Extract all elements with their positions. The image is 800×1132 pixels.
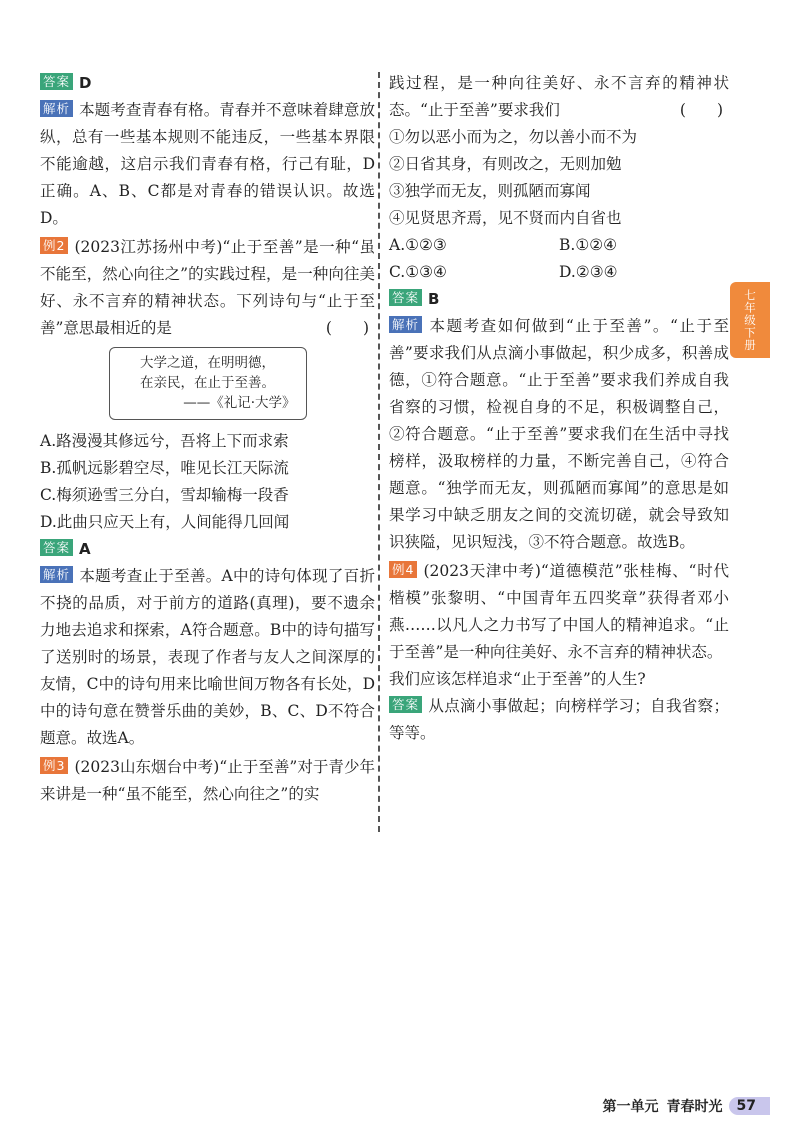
quote-source: ——《礼记·大学》 bbox=[183, 395, 296, 411]
example-2-question: (2023江苏扬州中考)“止于至善”是一种“虽不能至，然心向往之”的实践过程，是一种向往美好、永不言弃的精神状态。下列诗句与“止于至善”意思最相近的是 bbox=[40, 238, 375, 337]
analysis-tag: 解析 bbox=[389, 316, 422, 333]
analysis-tag: 解析 bbox=[40, 566, 73, 583]
option-a: A.路漫漫其修远兮，吾将上下而求索 bbox=[40, 432, 289, 450]
analysis-text: 本题考查止于至善。A中的诗句体现了百折不挠的品质，对于前方的道路(真理)，要不遗余力地去追求和探索，A符合题意。B中的诗句描写了送别时的场景，表现了作者与友人之间深厚的友情，C中的诗句用来比喻世间万物各有长处，D中的诗句意在赞誉乐曲的美妙，B、C、D不符合题意。故选A。 bbox=[40, 567, 375, 747]
statement-3: ③独学而无友，则孤陋而寡闻 bbox=[389, 182, 591, 200]
answer-value: D bbox=[79, 74, 92, 92]
analysis-block-3 bbox=[389, 313, 729, 556]
answer-tag: 答案 bbox=[40, 73, 73, 90]
option-a: A.①②③ bbox=[389, 236, 447, 254]
statement-2: ②日省其身，有则改之，无则加勉 bbox=[389, 155, 622, 173]
example-tag: 例4 bbox=[389, 561, 417, 578]
example-tag: 例3 bbox=[40, 757, 68, 774]
example-tag: 例2 bbox=[40, 237, 68, 254]
answer-text: 从点滴小事做起；向榜样学习；自我省察；等等。 bbox=[389, 697, 729, 742]
analysis-text: 本题考查如何做到“止于至善”。“止于至善”要求我们从点滴小事做起，积少成多，积善成德，①符合题意。“止于至善”要求我们养成自我省察的习惯，检视自身的不足，积极调整自己，②符合题意。“止于至善”要求我们在生活中寻找榜样，汲取榜样的力量，不断完善自己，④符合题意。“独学而无友，则孤陋而寡闻”的意思是如果学习中缺乏朋友之间的交流切磋，就会导致知识狭隘，见识短浅，③不符合题意。故选B。 bbox=[389, 317, 729, 551]
option-b: B.孤帆远影碧空尽，唯见长江天际流 bbox=[40, 459, 289, 477]
statement-1: ①勿以恶小而为之，勿以善小而不为 bbox=[389, 128, 638, 146]
page-number: 57 bbox=[729, 1097, 770, 1115]
example-4-material: (2023天津中考)“道德模范”张桂梅、“时代楷模”张黎明、“中国青年五四奖章”获得者邓小燕……以凡人之力书写了中国人的精神追求。“止于至善”是一种向往美好、永不言弃的精神状态。 bbox=[389, 562, 729, 661]
analysis-block-2 bbox=[40, 563, 375, 752]
option-c: C.①③④ bbox=[389, 263, 447, 281]
page-footer bbox=[603, 1094, 770, 1118]
answer-tag: 答案 bbox=[40, 539, 73, 556]
analysis-tag: 解析 bbox=[40, 100, 73, 117]
answer-tag: 答案 bbox=[389, 696, 422, 713]
answer-value: A bbox=[79, 540, 91, 558]
unit-label: 第一单元 bbox=[602, 1099, 659, 1115]
grade-side-tab bbox=[730, 282, 770, 358]
quote-line-2: 在亲民，在止于至善。 bbox=[140, 375, 275, 391]
grade-label: 七年级下册 bbox=[743, 288, 757, 352]
answer-block-2 bbox=[40, 536, 375, 563]
quote-line-1: 大学之道，在明明德， bbox=[140, 355, 275, 371]
answer-tag: 答案 bbox=[389, 289, 422, 306]
analysis-block-1 bbox=[40, 97, 375, 232]
statement-4: ④见贤思齐焉，见不贤而内自省也 bbox=[389, 209, 622, 227]
example-4-question: 我们应该怎样追求“止于至善”的人生? bbox=[389, 670, 646, 688]
example-4-stem bbox=[389, 558, 729, 666]
quote-box bbox=[109, 347, 307, 420]
right-column bbox=[389, 70, 729, 747]
answer-block-1 bbox=[40, 70, 375, 97]
option-d: D.②③④ bbox=[559, 263, 618, 281]
column-divider bbox=[378, 72, 380, 832]
option-b: B.①②④ bbox=[559, 236, 618, 254]
example-3-question-start: (2023山东烟台中考)“止于至善”对于青少年来讲是一种“虽不能至，然心向往之”的实 bbox=[40, 758, 375, 803]
answer-block-3 bbox=[389, 286, 729, 313]
option-d: D.此曲只应天上有，人间能得几回闻 bbox=[40, 513, 290, 531]
left-column bbox=[40, 70, 375, 808]
answer-block-4 bbox=[389, 693, 729, 747]
option-c: C.梅须逊雪三分白，雪却输梅一段香 bbox=[40, 486, 289, 504]
example-3-options bbox=[389, 232, 729, 286]
unit-title: 青春时光 bbox=[666, 1099, 723, 1115]
answer-value: B bbox=[428, 290, 440, 308]
example-3-stem-part2: 践过程，是一种向往美好、永不言弃的精神状态。“止于至善”要求我们 bbox=[389, 74, 729, 119]
answer-paren: ( ) bbox=[679, 101, 723, 119]
analysis-text: 本题考查青春有格。青春并不意味着肆意放纵，总有一些基本规则不能违反，一些基本界限不能逾越，这启示我们青春有格，行己有耻，D正确。A、B、C都是对青春的错误认识。故选D。 bbox=[40, 101, 375, 227]
answer-paren: ( ) bbox=[325, 319, 369, 337]
example-3-stem-part1 bbox=[40, 754, 375, 808]
